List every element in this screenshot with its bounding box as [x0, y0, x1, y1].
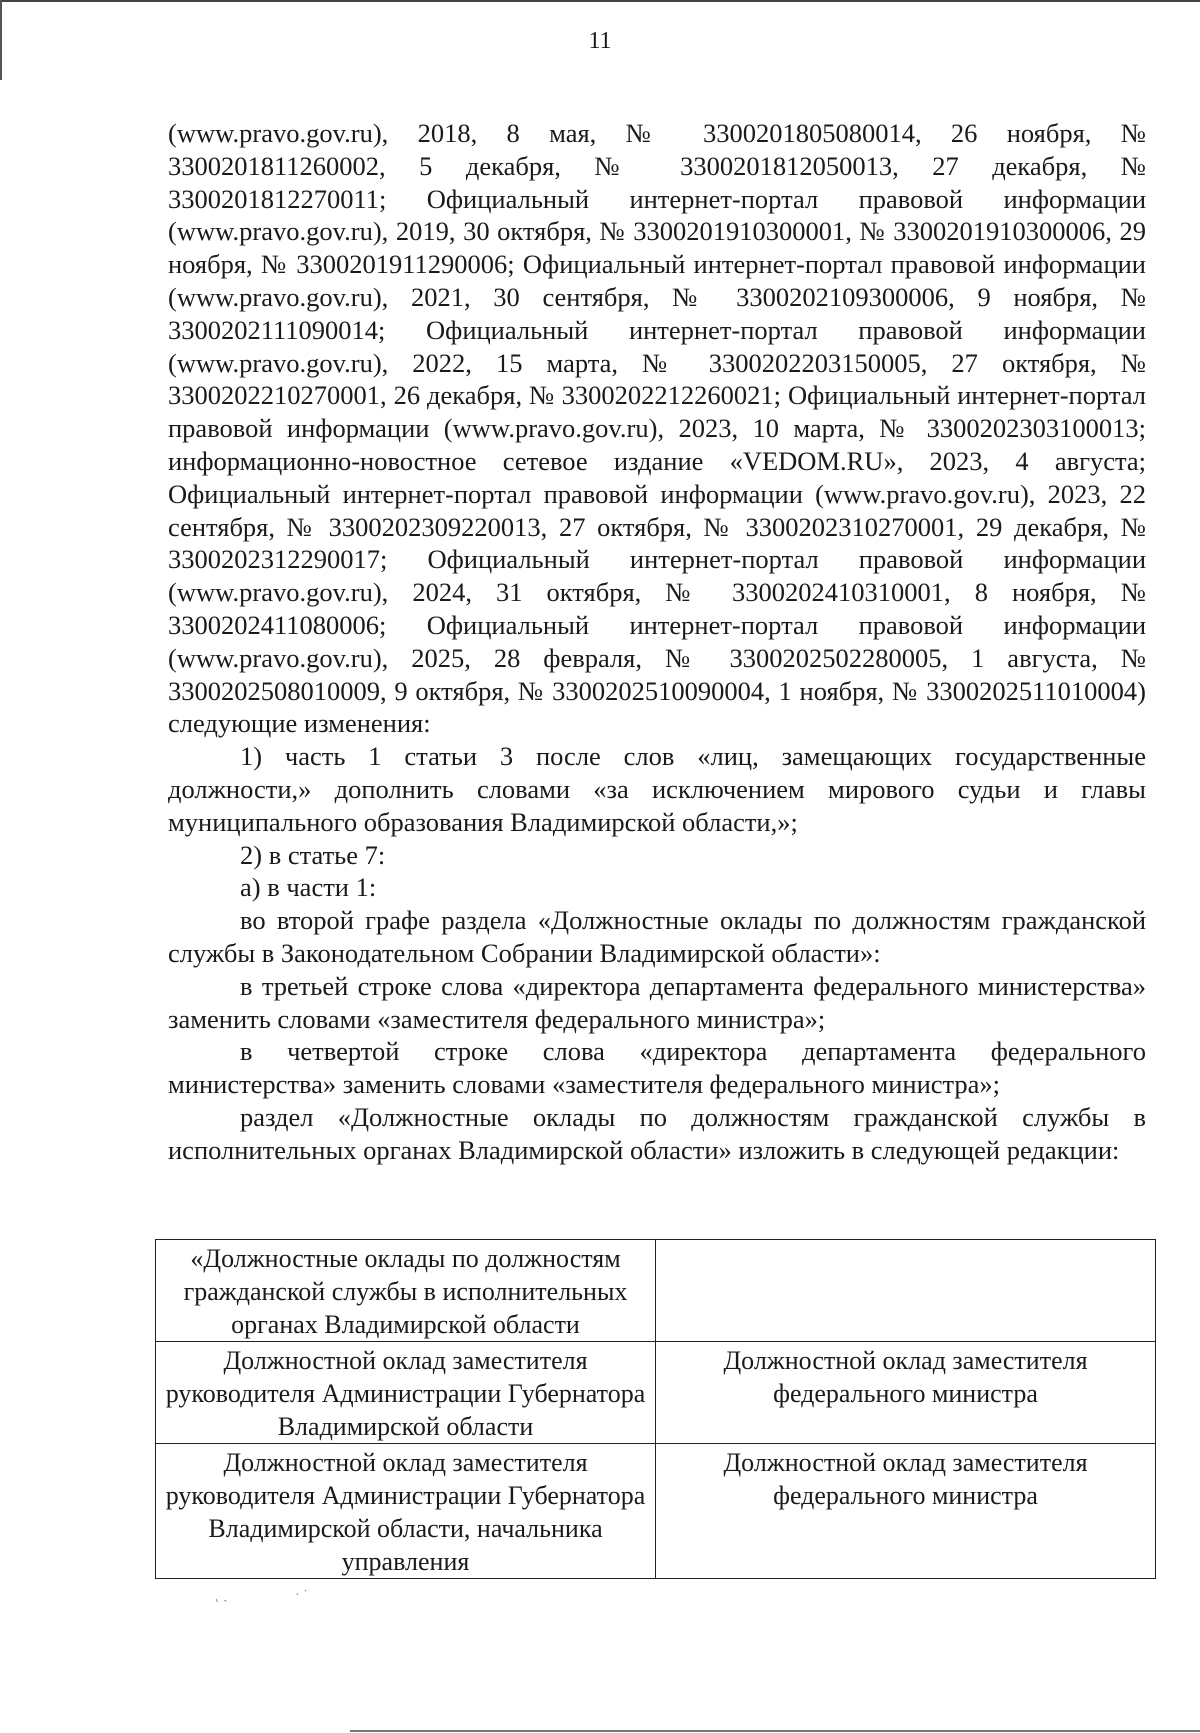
paragraph-section-replace: раздел «Должностные оклады по должностям гражданской службы в исполнительных органах Владимирской области» изложить в следующей редакции: — [168, 1101, 1146, 1165]
paragraph-citations: (www.pravo.gov.ru), 2018, 8 мая, № 3300201805080014, 26 ноября, № 3300201811260002, 5 декабря, № 3300201812050013, 27 декабря, № 3300201812270011; Официальный интернет-портал правовой информации (www.pravo.gov.ru), 2019, 30 октября, № 3300201910300001, № 3300201910300006, 29 ноября, № 3300201911290006; Официальный интернет-портал правовой информации (www.pravo.gov.ru), 2021, 30 сентября, № 3300202109300006, 9 ноября, № 3300202111090014; Официальный интернет-портал правовой информации (www.pravo.gov.ru), 2022, 15 марта, № 3300202203150005, 27 октября, № 3300202210270001, 26 декабря, № 3300202212260021; Официальный интернет-портал правовой информации (www.pravo.gov.ru), 2023, 10 марта, № 3300202303100013; информационно-новостное сетевое издание «VEDOM.RU», 2023, 4 августа; Официальный интернет-портал правовой информации (www.pravo.gov.ru), 2023, 22 сентября, № 3300202309220013, 27 октября, № 3300202310270001, 29 декабря, № 3300202312290017; Официальный интернет-портал правовой информации (www.pravo.gov.ru), 2024, 31 октября, № 3300202410310001, 8 ноября, № 3300202411080006; Официальный интернет-портал правовой информации (www.pravo.gov.ru), 2025, 28 февраля, № 3300202502280005, 1 августа, № 3300202508010009, 9 октября, № 3300202510090004, 1 ноября, № 3300202511010004) следующие изменения: — [168, 118, 1146, 739]
document-body — [168, 117, 1146, 1167]
paragraph-third-row: в третьей строке слова «директора департамента федерального министерства» заменить словами «заместителя федерального министра»; — [168, 970, 1146, 1034]
paragraph-item-2: 2) в статье 7: — [240, 839, 386, 870]
table-row — [156, 1342, 1156, 1444]
table-cell: Должностной оклад заместителя руководителя Администрации Губернатора Владимирской области, начальника управления — [156, 1444, 656, 1579]
salary-table — [155, 1239, 1156, 1579]
paragraph-second-column: во второй графе раздела «Должностные оклады по должностям гражданской службы в Законодательном Собрании Владимирской области»: — [168, 905, 1146, 968]
table-cell: Должностной оклад заместителя федерального министра — [656, 1444, 1156, 1579]
paragraph-item-1: 1) часть 1 статьи 3 после слов «лиц, замещающих государственные должности,» дополнить словами «за исключением мирового судьи и главы муниципального образования Владимирской области,»; — [168, 741, 1146, 837]
table-cell: Должностной оклад заместителя федерального министра — [656, 1342, 1156, 1444]
scan-smudge: ˛ ˎ — [215, 1588, 228, 1603]
table-cell: Должностной оклад заместителя руководителя Администрации Губернатора Владимирской области — [156, 1342, 656, 1444]
paragraph-item-2a: а) в части 1: — [240, 872, 377, 903]
scan-smudge: · ˙ — [295, 1588, 308, 1603]
table-row — [156, 1240, 1156, 1342]
scan-edge-top — [0, 0, 1200, 2]
page-number: 11 — [588, 28, 612, 54]
table-cell: «Должностные оклады по должностям гражданской службы в исполнительных органах Владимирской области — [156, 1240, 656, 1342]
table-cell — [656, 1240, 1156, 1342]
scan-edge-bottom — [350, 1730, 1200, 1732]
paragraph-fourth-row: в четвертой строке слова «директора департамента федерального министерства» заменить словами «заместителя федерального министра»; — [168, 1036, 1146, 1100]
table-row — [156, 1444, 1156, 1579]
